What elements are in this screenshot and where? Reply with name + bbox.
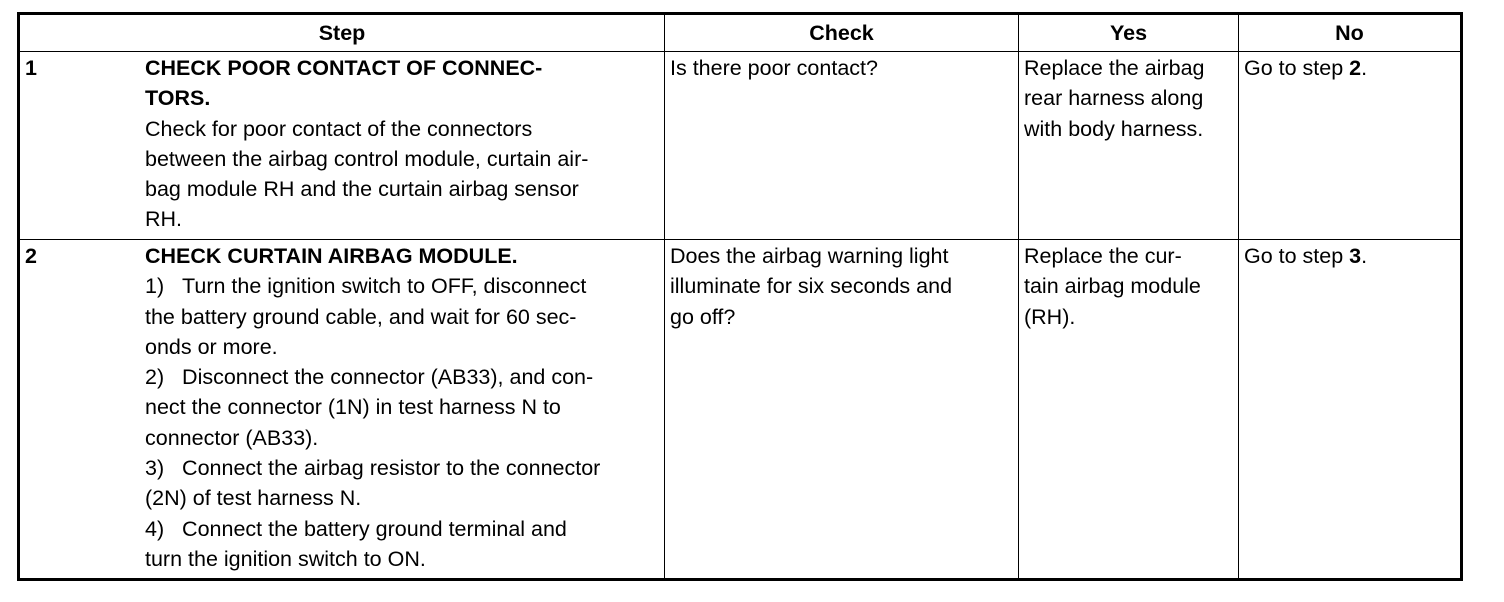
table-row — [19, 240, 1462, 580]
header-yes: Yes — [1019, 14, 1239, 52]
no-step-ref: 3 — [1349, 244, 1362, 268]
header-check: Check — [665, 14, 1019, 52]
header-no: No — [1239, 14, 1462, 52]
substep: 4) Connect the battery ground terminal and turn the ignition switch to ON. — [145, 516, 567, 571]
step-cell — [19, 52, 665, 240]
step-number: 1 — [25, 56, 37, 80]
yes-cell: Replace the airbag rear harness along with body harness. — [1019, 52, 1239, 240]
substep: 2) Disconnect the connector (AB33), and con- nect the connector (1N) in test harness N to connector (AB33). — [145, 365, 594, 450]
no-step-ref: 2 — [1349, 56, 1362, 80]
check-cell: Is there poor contact? — [665, 52, 1019, 240]
yes-cell: Replace the cur- tain airbag module (RH). — [1019, 240, 1239, 580]
header-step: Step — [19, 14, 665, 52]
no-cell: Go to step 2. — [1239, 52, 1462, 240]
no-cell: Go to step 3. — [1239, 240, 1462, 580]
header-row — [19, 14, 1462, 52]
substep: 1) Turn the ignition switch to OFF, disconnect the battery ground cable, and wait for 60 sec- onds or more. — [145, 274, 587, 359]
diagnostic-table — [17, 12, 1463, 581]
step-number: 2 — [25, 244, 37, 268]
step-title: CHECK POOR CONTACT OF CONNEC- TORS. — [145, 56, 543, 111]
check-cell: Does the airbag warning light illuminate for six seconds and go off? — [665, 240, 1019, 580]
step-title: CHECK CURTAIN AIRBAG MODULE. — [145, 244, 518, 268]
step-description: Check for poor contact of the connectors between the airbag control module, curtain air- bag module RH and the curtain airbag sensor RH. — [145, 116, 589, 232]
substep: 3) Connect the airbag resistor to the connector (2N) of test harness N. — [145, 456, 601, 511]
table-row — [19, 52, 1462, 240]
step-cell — [19, 240, 665, 580]
